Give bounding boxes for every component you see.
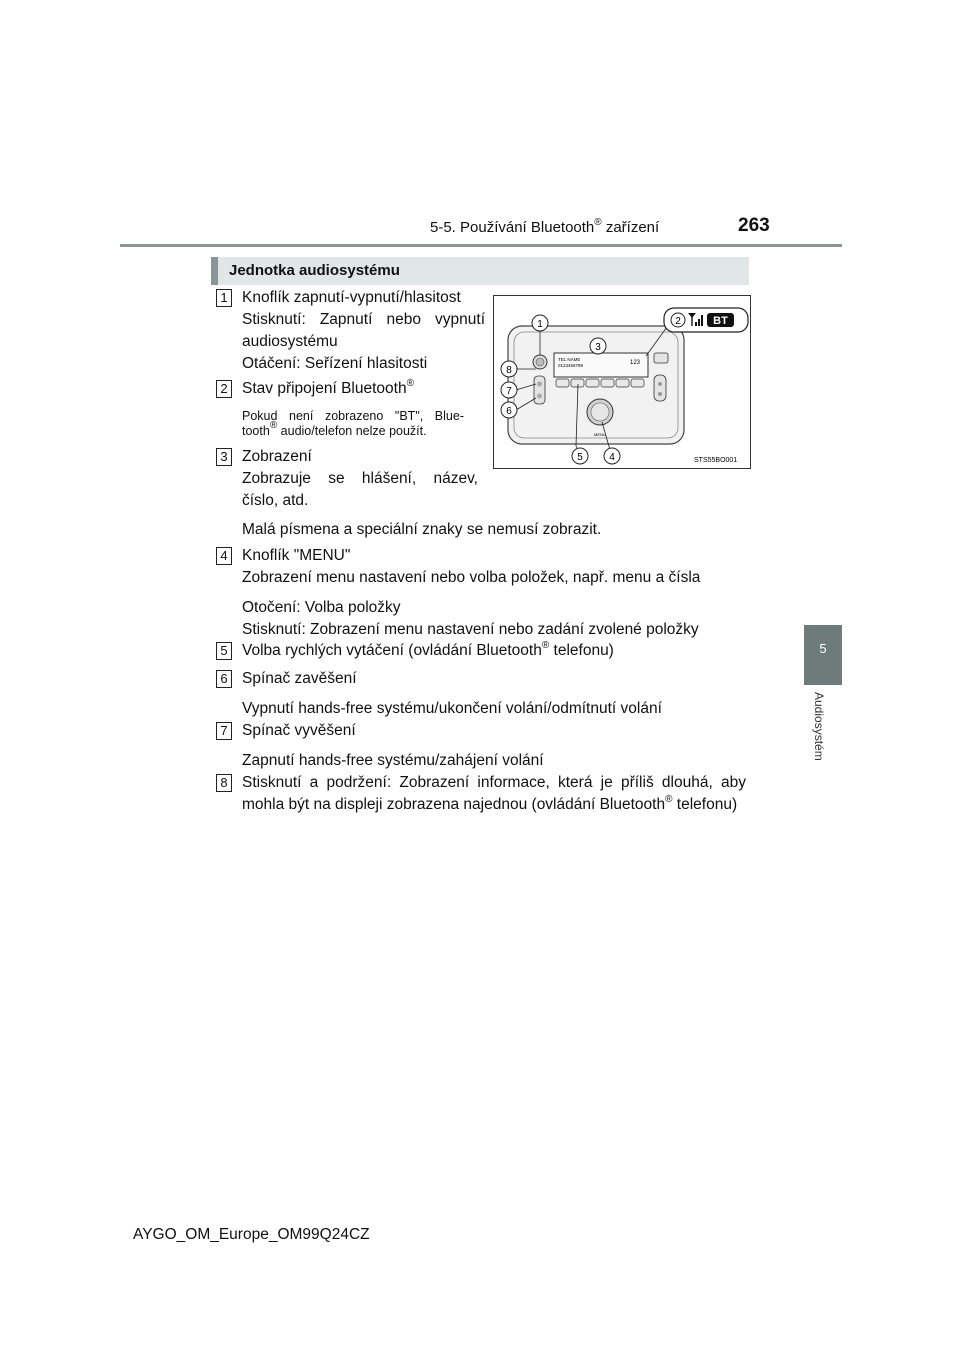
callout-7: 7 xyxy=(506,386,512,397)
item-1-desc-2: Otáčení: Seřízení hlasitosti xyxy=(242,355,428,372)
preset-button-5 xyxy=(616,379,629,387)
preset-button-2 xyxy=(571,379,584,387)
item-1 xyxy=(242,287,485,375)
item-3 xyxy=(242,446,478,512)
bt-badge-text: BT xyxy=(713,315,728,327)
chapter-label xyxy=(812,692,832,802)
chapter-label-text: Audiosystém xyxy=(812,692,826,761)
item-number-4: 4 xyxy=(216,547,232,565)
rocker-dot-top xyxy=(658,382,662,386)
item-number-1: 1 xyxy=(216,289,232,307)
off-hook-switch xyxy=(537,382,542,387)
registered-mark: ® xyxy=(665,794,673,805)
item-6 xyxy=(242,668,752,720)
item-2-note-text-end: audio/telefon nelze použít. xyxy=(277,424,427,438)
section-title-bar xyxy=(211,257,749,285)
header-divider xyxy=(120,244,842,247)
item-4-desc: Zobrazení menu nastavení nebo volba položek, např. menu a čísla xyxy=(242,569,701,586)
item-8 xyxy=(242,772,746,816)
power-knob-cap xyxy=(536,358,544,366)
item-2 xyxy=(242,378,485,400)
callout-1: 1 xyxy=(537,319,543,330)
item-number-3: 3 xyxy=(216,448,232,466)
document-footer: AYGO_OM_Europe_OM99Q24CZ xyxy=(133,1226,370,1243)
figure-code: STS55BO001 xyxy=(694,457,738,464)
section-header xyxy=(430,219,659,236)
item-2-note xyxy=(242,409,464,439)
item-number-2: 2 xyxy=(216,380,232,398)
preset-button-4 xyxy=(601,379,614,387)
item-7 xyxy=(242,720,752,772)
section-title: Jednotka audiosystému xyxy=(229,262,400,279)
rocker-dot-bottom xyxy=(658,392,662,396)
callout-8: 8 xyxy=(506,365,512,376)
item-7-title: Spínač vyvěšení xyxy=(242,722,356,739)
item-4 xyxy=(242,545,752,641)
callout-5: 5 xyxy=(577,452,583,463)
callout-6: 6 xyxy=(506,406,512,417)
callout-2: 2 xyxy=(675,316,681,327)
callout-3: 3 xyxy=(595,342,601,353)
item-1-title: Knoflík zapnutí-vypnutí/hlasitost xyxy=(242,289,461,306)
display-line-1: TEL NAME xyxy=(558,357,581,362)
preset-button-1 xyxy=(556,379,569,387)
item-7-desc: Zapnutí hands-free systému/zahájení volání xyxy=(242,752,544,769)
item-3-desc: Zobrazuje se hlášení, název, číslo, atd. xyxy=(242,470,478,509)
phone-buttons xyxy=(534,376,545,404)
display-line-2: 0123456789 xyxy=(558,363,584,368)
right-rocker-button xyxy=(654,375,666,401)
preset-button-3 xyxy=(586,379,599,387)
item-6-title: Spínač zavěšení xyxy=(242,670,357,687)
registered-mark: ® xyxy=(406,378,414,389)
registered-mark: ® xyxy=(541,640,550,651)
menu-knob-cap xyxy=(591,403,609,421)
item-8-text: Stisknutí a podržení: Zobrazení informace, která je příliš dlouhá, aby mohla být na displeji zobrazena najednou (ovládání Bluetooth xyxy=(242,774,746,813)
item-4-desc-2: Otočení: Volba položky xyxy=(242,599,401,616)
item-2-title-text: Stav připojení Bluetooth xyxy=(242,380,407,397)
item-number-5: 5 xyxy=(216,642,232,660)
item-number-7: 7 xyxy=(216,722,232,740)
audio-unit-figure xyxy=(493,295,751,469)
item-1-desc: Stisknutí: Zapnutí nebo vypnutí audiosystému xyxy=(242,311,485,350)
menu-knob-label: MENU xyxy=(594,432,606,437)
chapter-tab[interactable]: 5 xyxy=(804,625,842,685)
item-5 xyxy=(242,640,752,662)
item-5-text-end: telefonu) xyxy=(549,642,614,659)
on-hook-switch xyxy=(537,394,542,399)
item-3-title: Zobrazení xyxy=(242,448,312,465)
item-number-8: 8 xyxy=(216,774,232,792)
item-3-desc-2: Malá písmena a speciální znaky se nemusí zobrazit. xyxy=(242,521,602,538)
preset-button-6 xyxy=(631,379,644,387)
registered-mark: ® xyxy=(594,217,602,228)
registered-mark: ® xyxy=(269,420,278,431)
section-header-text: 5-5. Používání Bluetooth xyxy=(430,219,595,236)
item-2-note-text: Pokud není zobrazeno "BT", Blue-tooth xyxy=(242,409,464,438)
display-value: 123 xyxy=(630,360,641,366)
item-8-text-end: telefonu) xyxy=(672,796,738,813)
item-4-desc-3: Stisknutí: Zobrazení menu nastavení nebo zadání zvolené položky xyxy=(242,621,699,638)
item-6-desc: Vypnutí hands-free systému/ukončení volání/odmítnutí volání xyxy=(242,700,662,717)
callout-4: 4 xyxy=(609,452,615,463)
audio-unit-diagram xyxy=(494,296,750,468)
section-header-text-end: zařízení xyxy=(601,219,660,236)
page-number: 263 xyxy=(738,215,770,236)
item-4-title: Knoflík "MENU" xyxy=(242,547,351,564)
mode-button xyxy=(654,353,668,363)
item-2-title xyxy=(242,378,485,400)
item-5-text: Volba rychlých vytáčení (ovládání Bluetooth xyxy=(242,642,542,659)
item-number-6: 6 xyxy=(216,670,232,688)
